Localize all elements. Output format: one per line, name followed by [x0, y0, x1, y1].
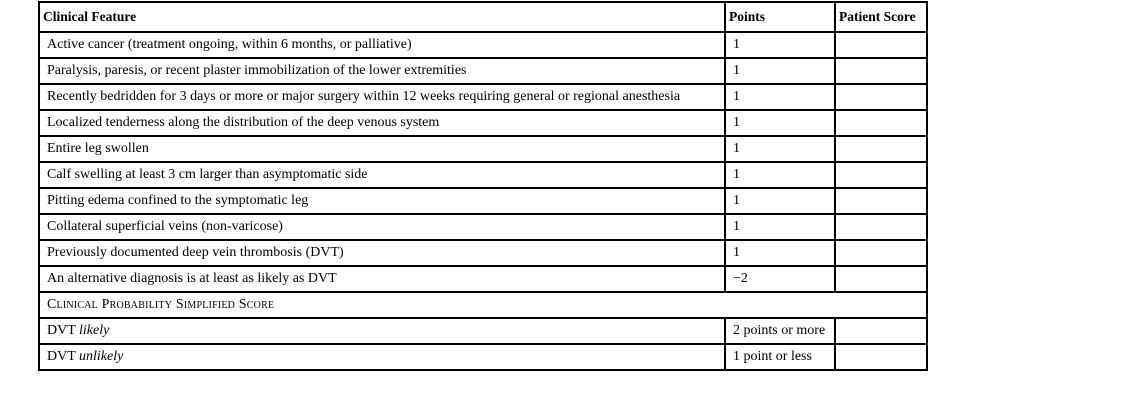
patient-score-cell[interactable] — [835, 188, 927, 214]
table-row — [39, 32, 927, 58]
probability-points: 2 points or more — [725, 318, 835, 344]
wells-score-table — [38, 1, 928, 371]
feature-cell: Collateral superficial veins (non-varicose) — [39, 214, 725, 240]
feature-cell: Localized tenderness along the distribution of the deep venous system — [39, 110, 725, 136]
probability-prefix: DVT — [47, 323, 80, 338]
table-row — [39, 58, 927, 84]
table-row — [39, 214, 927, 240]
feature-cell: Entire leg swollen — [39, 136, 725, 162]
probability-row-unlikely — [39, 344, 927, 370]
feature-cell: An alternative diagnosis is at least as likely as DVT — [39, 266, 725, 292]
table-row — [39, 84, 927, 110]
patient-score-cell[interactable] — [835, 344, 927, 370]
points-cell: 1 — [725, 32, 835, 58]
patient-score-cell[interactable] — [835, 240, 927, 266]
probability-label — [39, 318, 725, 344]
table-row — [39, 266, 927, 292]
table-row — [39, 188, 927, 214]
points-cell: 1 — [725, 214, 835, 240]
table-row — [39, 162, 927, 188]
header-patient-score: Patient Score — [835, 2, 927, 32]
patient-score-cell[interactable] — [835, 318, 927, 344]
probability-prefix: DVT — [47, 349, 80, 364]
patient-score-cell[interactable] — [835, 110, 927, 136]
probability-qualifier: likely — [79, 323, 110, 338]
points-cell: 1 — [725, 110, 835, 136]
table-row — [39, 240, 927, 266]
feature-cell: Calf swelling at least 3 cm larger than asymptomatic side — [39, 162, 725, 188]
feature-cell: Previously documented deep vein thrombosis (DVT) — [39, 240, 725, 266]
table-row — [39, 136, 927, 162]
section-title: Clinical Probability Simplified Score — [39, 292, 927, 318]
points-cell: 1 — [725, 162, 835, 188]
probability-points: 1 point or less — [725, 344, 835, 370]
points-cell: 1 — [725, 58, 835, 84]
header-points: Points — [725, 2, 835, 32]
feature-cell: Pitting edema confined to the symptomatic leg — [39, 188, 725, 214]
feature-cell: Recently bedridden for 3 days or more or major surgery within 12 weeks requiring general or regional anesthesia — [39, 84, 725, 110]
section-row — [39, 292, 927, 318]
points-cell: 1 — [725, 188, 835, 214]
patient-score-cell[interactable] — [835, 266, 927, 292]
feature-cell: Active cancer (treatment ongoing, within 6 months, or palliative) — [39, 32, 725, 58]
patient-score-cell[interactable] — [835, 58, 927, 84]
header-row — [39, 2, 927, 32]
patient-score-cell[interactable] — [835, 32, 927, 58]
points-cell: −2 — [725, 266, 835, 292]
points-cell: 1 — [725, 84, 835, 110]
patient-score-cell[interactable] — [835, 214, 927, 240]
points-cell: 1 — [725, 240, 835, 266]
patient-score-cell[interactable] — [835, 136, 927, 162]
probability-label — [39, 344, 725, 370]
patient-score-cell[interactable] — [835, 162, 927, 188]
feature-cell: Paralysis, paresis, or recent plaster immobilization of the lower extremities — [39, 58, 725, 84]
probability-qualifier: unlikely — [79, 349, 124, 364]
patient-score-cell[interactable] — [835, 84, 927, 110]
table-row — [39, 110, 927, 136]
probability-row-likely — [39, 318, 927, 344]
header-clinical-feature: Clinical Feature — [39, 2, 725, 32]
points-cell: 1 — [725, 136, 835, 162]
